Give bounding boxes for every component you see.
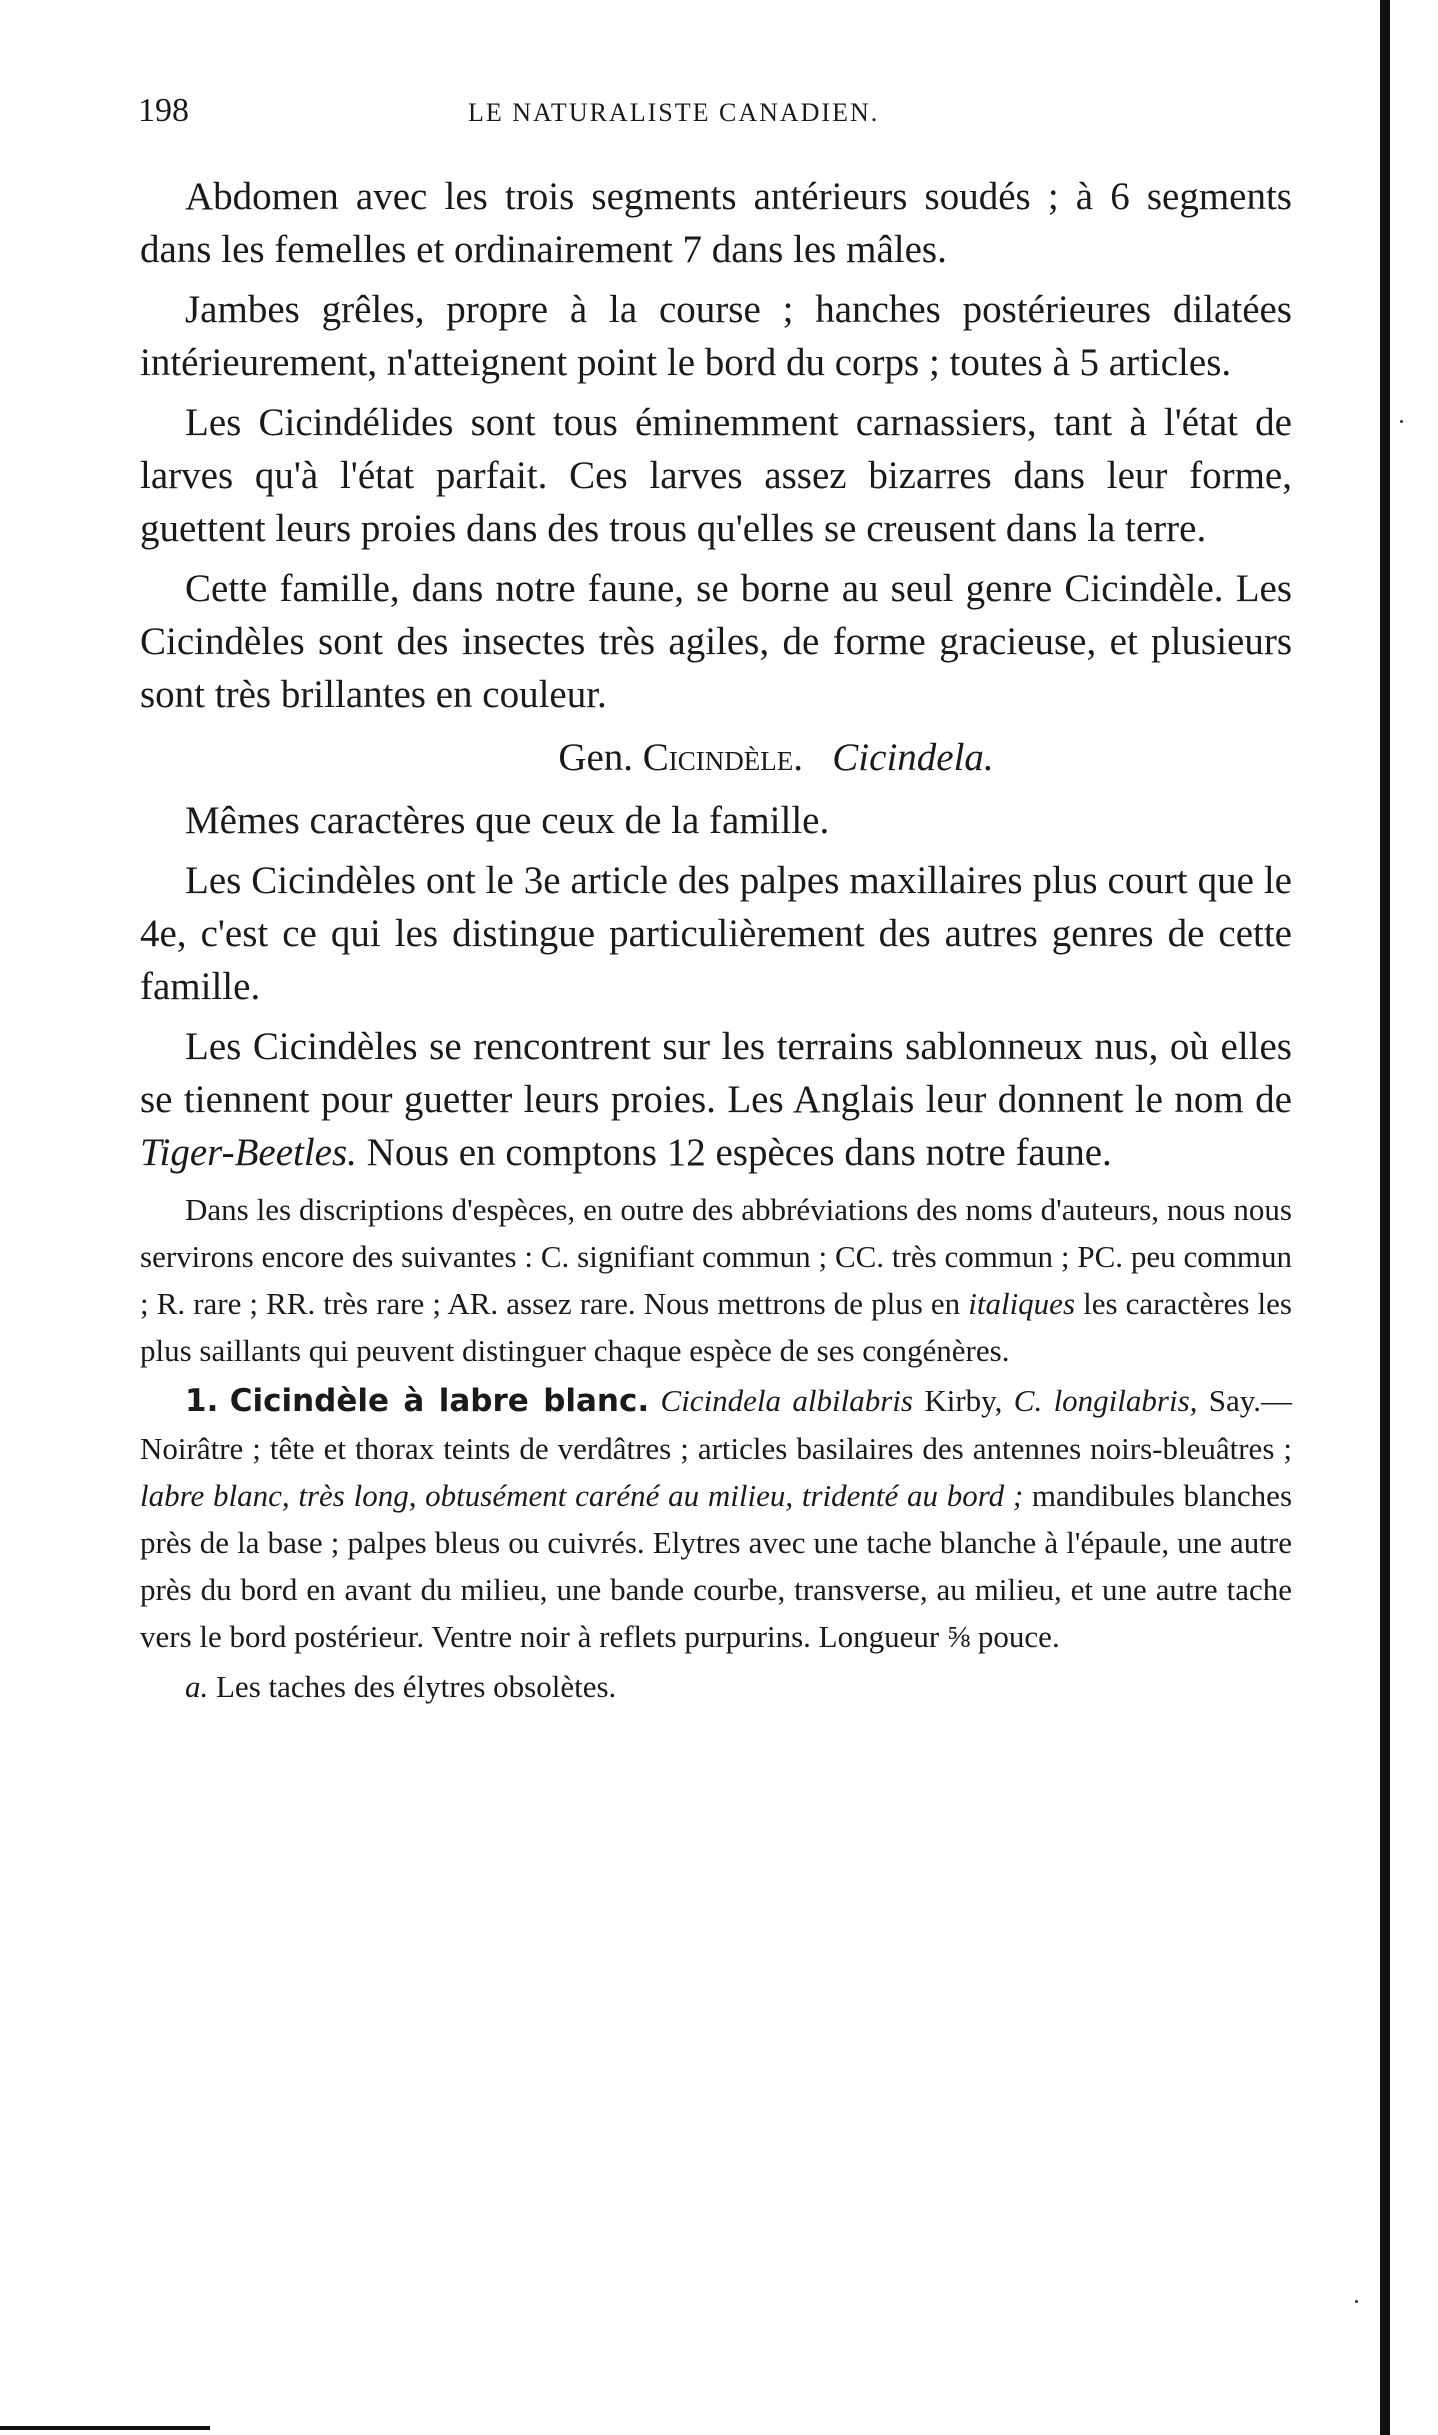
genus-heading — [260, 731, 1292, 784]
species-name: Cicindèle à labre blanc. — [229, 1383, 650, 1419]
paragraph-abbreviations — [140, 1186, 1292, 1374]
variety-label: a. — [185, 1669, 209, 1704]
genus-latin: Cicindela. — [832, 736, 994, 779]
abbreviations-text-start: Dans les discriptions d'espèces, en outre des abbréviations des noms d'auteurs, nous nous servirons encore des suivantes : C. signifiant commun ; CC. très commun ; PC. peu commun ; R. rare ; RR. très rare ; AR. assez rare. Nous mettrons de plus en — [140, 1192, 1292, 1321]
body-text — [140, 170, 1292, 1713]
paragraph-abdomen: Abdomen avec les trois segments antérieurs soudés ; à 6 segments dans les femelles et ordinairement 7 dans les mâles. — [140, 175, 1292, 271]
species-number: 1. — [185, 1383, 219, 1419]
page-header — [138, 92, 1293, 142]
paragraph-carnivores: Les Cicindélides sont tous éminemment carnassiers, tant à l'état de larves qu'à l'état parfait. Ces larves assez bizarres dans leur forme, guettent leurs proies dans des trous qu'elles se creusent dans la terre. — [140, 401, 1292, 550]
species-text-b: mandibules blanches près de la base ; palpes bleus ou cuivrés. Elytres avec une tache blanche à l'épaule, une autre près du bord en avant du milieu, une bande courbe, transverse, au milieu, et une autre tache vers le bord postérieur. Ventre noir à reflets purpurins. Longueur ⅝ pouce. — [140, 1478, 1293, 1654]
variety-entry — [140, 1663, 1292, 1710]
scan-speck — [1400, 420, 1403, 423]
genus-name: Cicindèle. — [642, 736, 804, 779]
bottom-rule — [0, 2426, 210, 2430]
running-title: LE NATURALISTE CANADIEN. — [468, 98, 880, 127]
species-text-a: Say.—Noirâtre ; tête et thorax teints de verdâtres ; articles basilaires des antennes noirs-bleuâtres ; — [140, 1383, 1293, 1466]
tiger-beetles-term: Tiger-Beetles. — [140, 1131, 357, 1174]
variety-text: Les taches des élytres obsolètes. — [216, 1669, 617, 1704]
page-number: 198 — [138, 92, 189, 129]
italiques-term: italiques — [968, 1286, 1076, 1321]
genus-label: Gen. — [558, 736, 634, 779]
paragraph-palpes: Les Cicindèles ont le 3e article des palpes maxillaires plus court que le 4e, c'est ce qui les distingue particulièrement des autres genres de cette famille. — [140, 859, 1292, 1008]
habitat-text-start: Les Cicindèles se rencontrent sur les terrains sablonneux nus, où elles se tiennent pour guetter leurs proies. Les Anglais leur donnent le nom de — [140, 1025, 1292, 1121]
scan-speck — [1355, 2300, 1358, 2303]
paragraph-same-characters: Mêmes caractères que ceux de la famille. — [185, 799, 830, 842]
species-synonym: C. longilabris, — [1013, 1383, 1198, 1418]
abbreviations-text-end: les caractères les plus saillants qui peuvent distinguer chaque espèce de ses congénères. — [140, 1286, 1292, 1368]
species-entry — [140, 1377, 1292, 1660]
species-latin: Cicindela albilabris — [660, 1383, 913, 1418]
paragraph-habitat — [140, 1020, 1292, 1179]
scan-edge-border — [1380, 0, 1390, 2435]
paragraph-legs: Jambes grêles, propre à la course ; hanches postérieures dilatées intérieurement, n'atteignent point le bord du corps ; toutes à 5 articles. — [140, 288, 1292, 384]
species-italic-characters: labre blanc, très long, obtusément caréné au milieu, tridenté au bord ; — [140, 1478, 1024, 1513]
habitat-text-end: Nous en comptons 12 espèces dans notre faune. — [366, 1131, 1112, 1174]
species-author: Kirby, — [924, 1383, 1003, 1418]
paragraph-family: Cette famille, dans notre faune, se borne au seul genre Cicindèle. Les Cicindèles sont des insectes très agiles, de forme gracieuse, et plusieurs sont très brillantes en couleur. — [140, 567, 1292, 716]
